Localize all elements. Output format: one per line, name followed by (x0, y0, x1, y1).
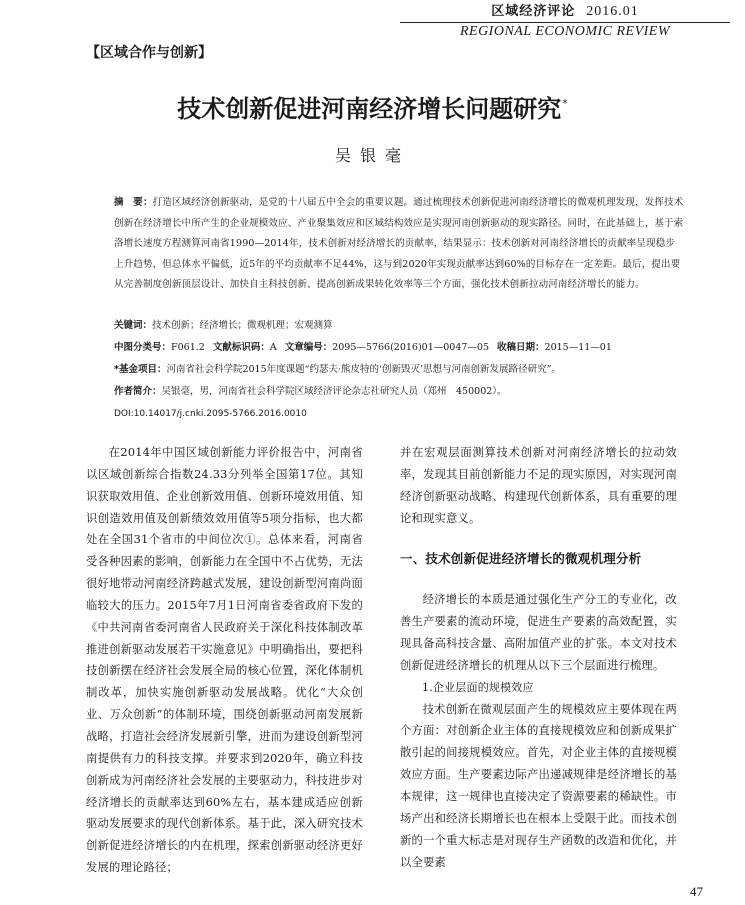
abstract-label: 摘 要： (114, 197, 153, 208)
intro-text-continued: 并在宏观层面测算技术创新对河南经济增长的拉动效率，发现其目前创新能力不足的现实原因，对实现河南经济创新驱动战略、构建现代创新体系，具有重要的理论和现实意义。 (400, 446, 677, 525)
keywords (114, 319, 694, 333)
doi: DOI:10.14017/j.cnki.2095-5766.2016.0010 (114, 409, 307, 419)
author-name: 吴银毫 (334, 146, 410, 165)
title-text: 技术创新促进河南经济增长问题研究 (177, 95, 562, 123)
journal-name-en: REGIONAL ECONOMIC REVIEW (400, 22, 730, 40)
doc-code-value: A (269, 342, 277, 353)
keywords-text: 技术创新；经济增长；微观机理；宏观测算 (152, 320, 333, 331)
author-info-label: 作者简介： (114, 386, 162, 397)
classification-line (114, 341, 694, 355)
running-header (400, 4, 730, 40)
fund-info (114, 363, 694, 377)
clc-label: 中图分类号： (114, 342, 172, 353)
doc-code-label: 文献标识码： (212, 342, 270, 353)
issue-number: 2016.01 (586, 4, 639, 19)
subsection1-paragraph: 技术创新在微观层面产生的规模效应主要体现在两个方面：对创新企业主体的直接规模效应和创新成果扩散引起的间接规模效应。首先，对企业主体的直接规模效应方面。生产要素边际产出递减规律是经济增长的基本规律，这一规律也直接决定了资源要素的稀缺性。市场产出和经济长期增长也在根本上受限于此。而技术创新的一个重大标志是对现存生产函数的改造和优化，并以全要素 (400, 702, 677, 869)
article-number-value: 2095—5766(2016)01—0047—05 (332, 342, 490, 353)
intro-paragraph (86, 442, 363, 879)
author-info-text: 吴银毫，男，河南省社会科学院区域经济评论杂志社研究人员（郑州 450002）。 (161, 386, 507, 397)
fund-label: *基金项目： (114, 364, 167, 375)
fund-text: 河南省社会科学院2015年度课题“约瑟夫·熊皮特的‘创新毁灭’思想与河南创新发展路径研究”。 (166, 364, 561, 375)
subsection-heading-1: 1.企业层面的规模效应 (422, 680, 534, 694)
page-number: 47 (690, 884, 703, 899)
keywords-label: 关键词： (114, 320, 153, 331)
section-tag: 【区域合作与创新】 (86, 45, 212, 61)
journal-header-cn (400, 4, 730, 20)
author-info (114, 385, 694, 399)
section1-paragraph: 经济增长的本质是通过强化生产分工的专业化，改善生产要素的流动环境，促进生产要素的高效配置，实现具备高科技含量、高附加值产业的扩张。本文对技术创新促进经济增长的机理从以下三个层面进行梳理。 (400, 593, 677, 672)
journal-name-cn: 区域经济评论 (491, 4, 576, 19)
intro-paragraph-continued (400, 442, 677, 529)
received-date-value: 2015—11—01 (544, 342, 612, 353)
body-column-left (86, 442, 363, 879)
title-footnote-mark: * (562, 97, 568, 110)
abstract-text: 打造区域经济创新驱动，是党的十八届五中全会的重要议题。通过梳理技术创新促进河南经济增长的微观机理发现，发挥技术创新在经济增长中所产生的企业规模效应、产业聚集效应和区域结构效应是实现河南创新驱动的现实路径。同时，在此基础上，基于索洛增长速度方程测算河南省1990—2014年，技术创新对经济增长的贡献率，结果显示：技术创新对河南经济增长的贡献率呈现稳步上升趋势，但总体水平偏低，近5年的平均贡献率不足44%，这与到2020年实现贡献率达到60%的目标存在一定差距。最后，提出要从完善制度创新顶层设计、加快自主科技创新、提高创新成果转化效率等三个方面，强化技术创新拉动河南经济增长的能力。 (114, 197, 684, 290)
clc-value: F061.2 (171, 342, 205, 353)
article-title (40, 88, 705, 125)
section-heading-1: 一、技术创新促进经济增长的微观机理分析 (400, 551, 642, 567)
received-date-label: 收稿日期： (497, 342, 545, 353)
article-number-label: 文章编号： (284, 342, 333, 353)
body-column-right (400, 442, 677, 873)
intro-text: 在2014年中国区域创新能力评价报告中，河南省以区域创新综合指数24.33分列举全国第17位。其知识获取效用值、企业创新效用值、创新环境效用值、知识创造效用值及创新绩效效用值等5项分指标，也大都处在全国31个省市的中间位次①。总体来看，河南省受各种因素的影响，创新能力在全国中不占优势，无法很好地带动河南经济跨越式发展，建设创新型河南尚面临较大的压力。2015年7月1日河南省委省政府下发的《中共河南省委河南省人民政府关于深化科技体制改革推进创新驱动发展若干实施意见》中明确指出，要把科技创新摆在经济社会发展全局的核心位置，深化体制机制改革，加快实施创新驱动发展战略。优化“大众创业、万众创新”的体制环境，围绕创新驱动河南发展新战略，打造社会经济发展新引擎，进而为建设创新型河南提供有力的科技支撑。并要求到2020年，确立科技创新成为河南经济社会发展的主要驱动力，科技进步对经济增长的贡献率达到60%左右，基本建成适应创新驱动发展要求的现代创新体系。基于此，深入研究技术创新促进经济增长的内在机理，探索创新驱动经济更好发展的理论路径； (86, 446, 363, 875)
abstract (114, 193, 684, 296)
